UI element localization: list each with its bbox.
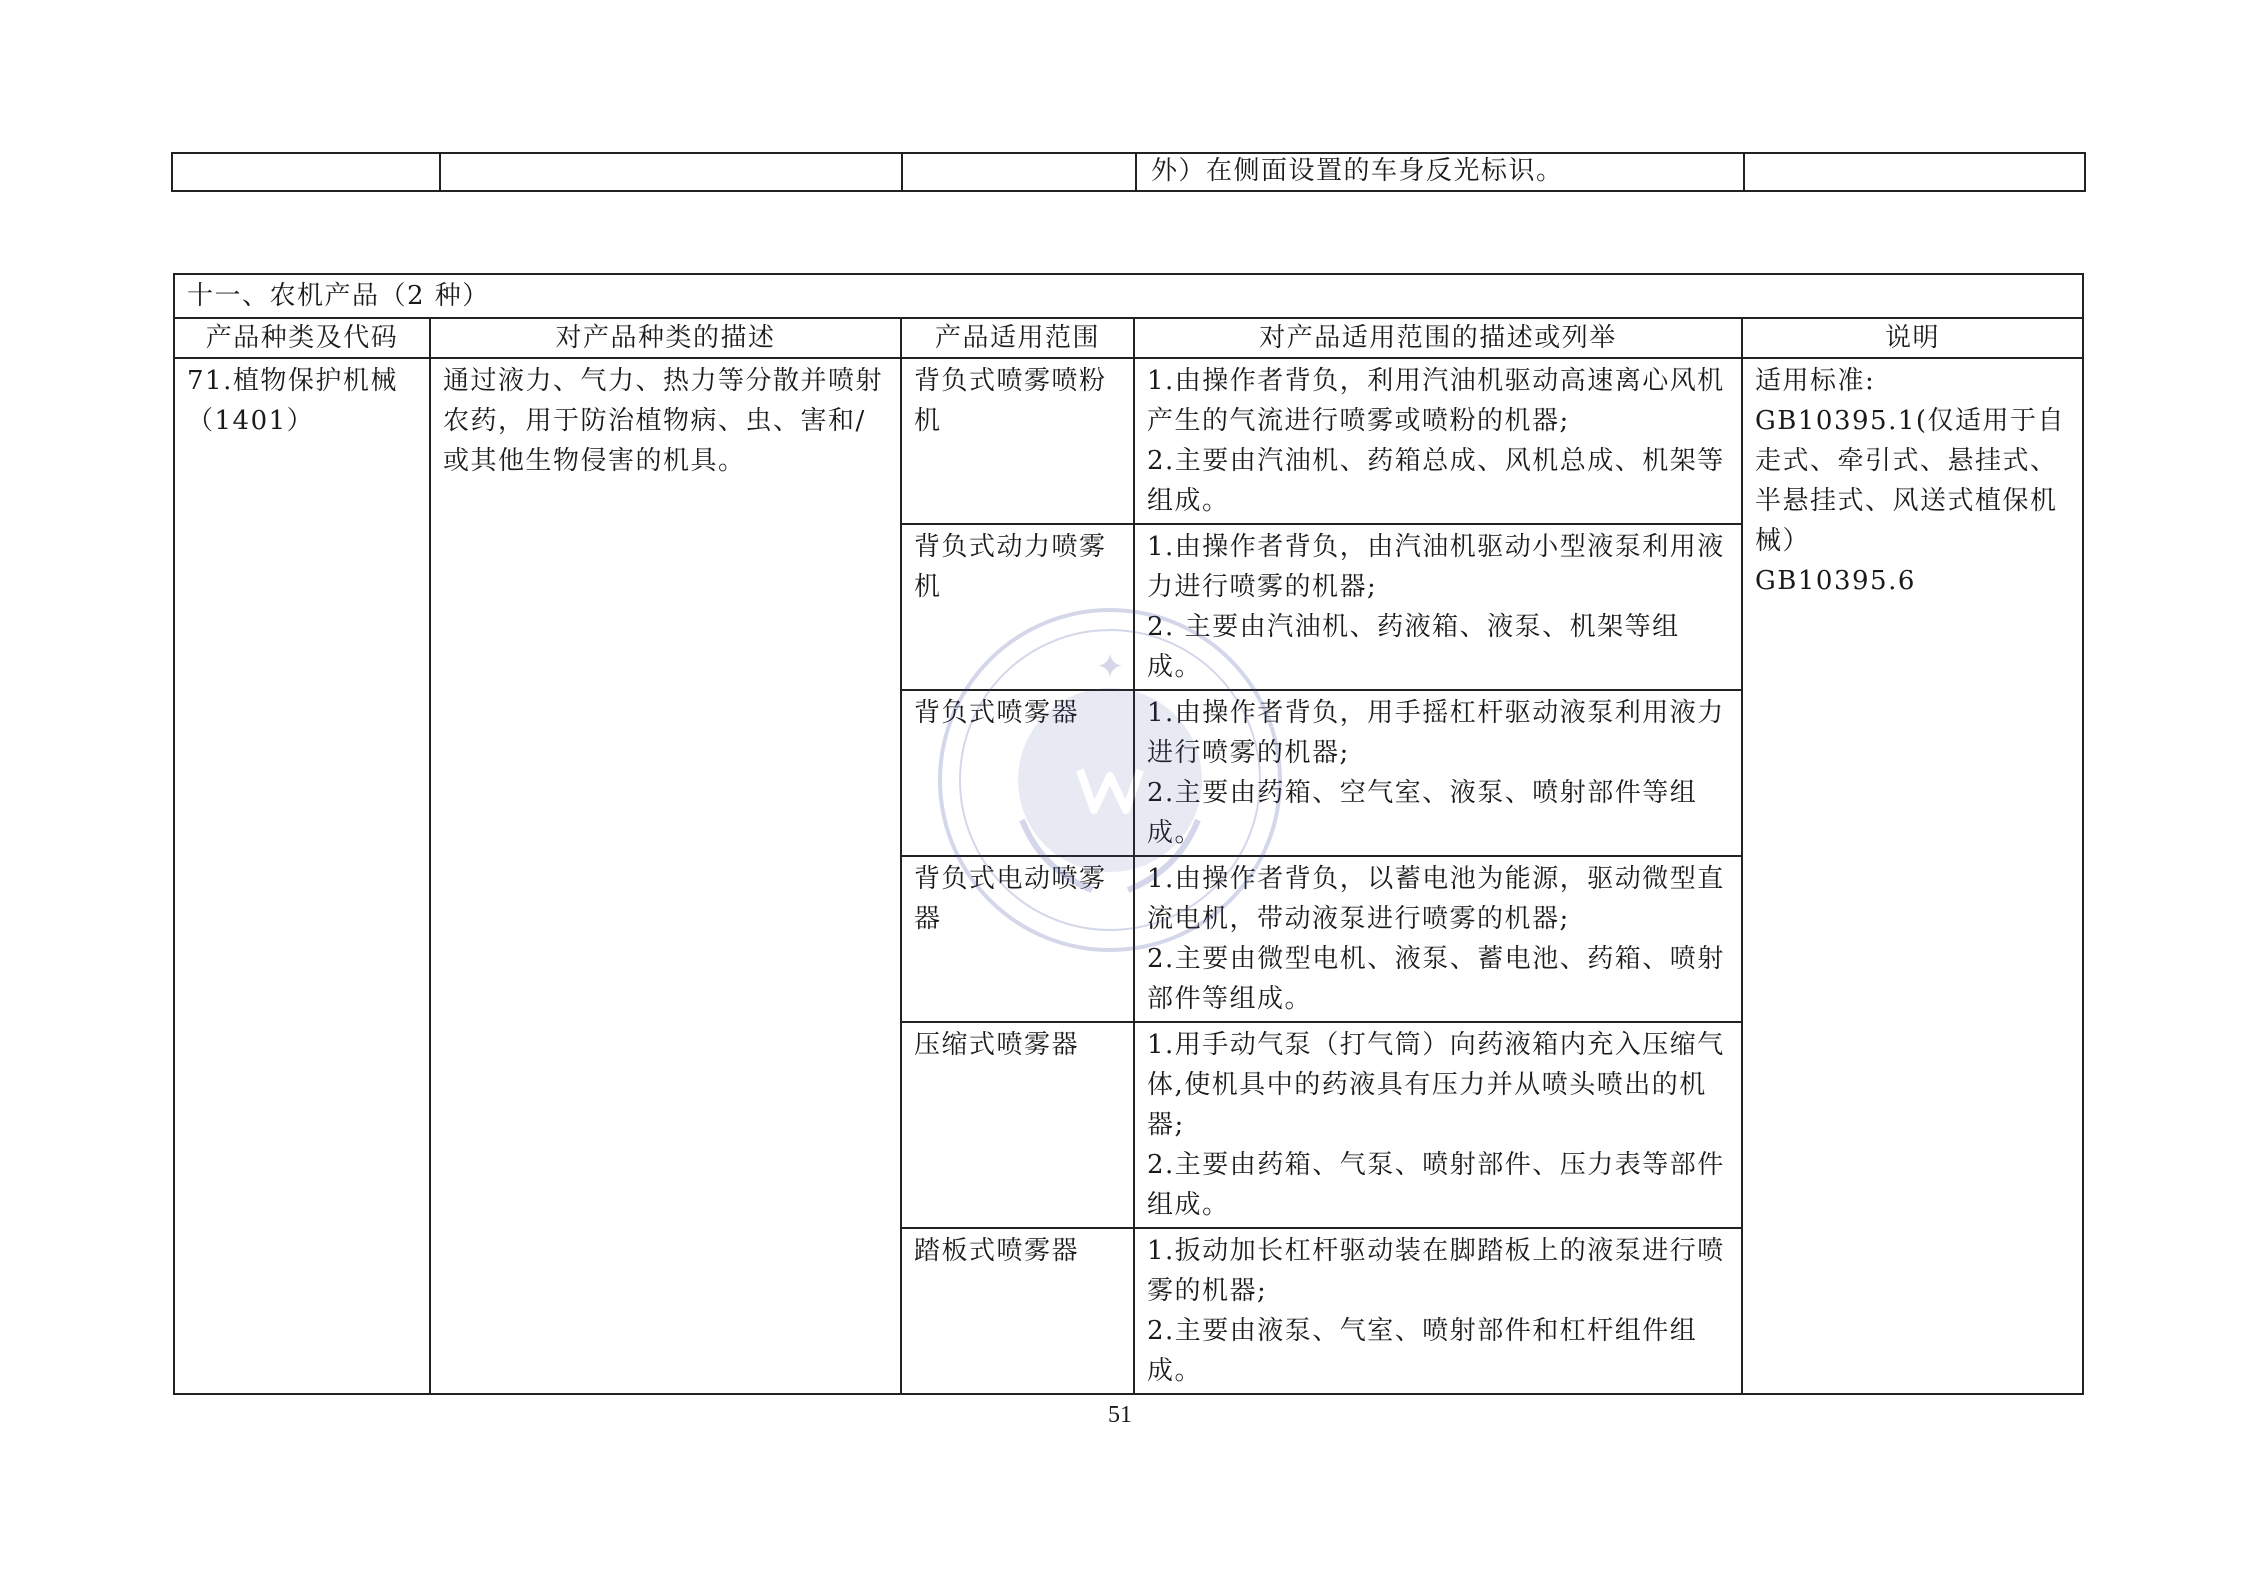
desc-line: 1.由操作者背负，以蓄电池为能源，驱动微型直流电机，带动液泵进行喷雾的机器; xyxy=(1147,864,1725,934)
header-product-type: 产品种类及代码 xyxy=(174,318,430,358)
scope-cell: 背负式电动喷雾器 xyxy=(901,856,1134,1022)
notes-cell xyxy=(1742,358,2083,1394)
scope-description xyxy=(1134,1022,1742,1228)
desc-line: 2.主要由汽油机、药箱总成、风机总成、机架等组成。 xyxy=(1147,446,1725,516)
agri-products-table xyxy=(173,273,2084,1395)
scope-cell: 背负式动力喷雾机 xyxy=(901,524,1134,690)
header-scope: 产品适用范围 xyxy=(901,318,1134,358)
table-row xyxy=(172,153,2085,191)
table-cell xyxy=(172,153,440,191)
header-notes: 说明 xyxy=(1742,318,2083,358)
desc-line: 2.主要由微型电机、液泵、蓄电池、药箱、喷射部件等组成。 xyxy=(1147,944,1725,1014)
svg-text:✦: ✦ xyxy=(1095,647,1125,687)
table-cell xyxy=(902,153,1136,191)
table-cell xyxy=(1744,153,2085,191)
header-scope-description: 对产品适用范围的描述或列举 xyxy=(1134,318,1742,358)
scope-description xyxy=(1134,856,1742,1022)
desc-line: 1.扳动加长杠杆驱动装在脚踏板上的液泵进行喷雾的机器; xyxy=(1147,1236,1725,1306)
desc-line: 2. 主要由汽油机、药液箱、液泵、机架等组成。 xyxy=(1147,612,1680,682)
section-title: 十一、农机产品（2 种） xyxy=(174,274,2083,318)
scope-description xyxy=(1134,690,1742,856)
note-line: GB10395.1(仅适用于自走式、牵引式、悬挂式、半悬挂式、风送式植保机械） xyxy=(1755,406,2066,556)
header-type-description: 对产品种类的描述 xyxy=(430,318,901,358)
continuation-text: 外）在侧面设置的车身反光标识。 xyxy=(1136,153,1744,191)
desc-line: 1.由操作者背负，由汽油机驱动小型液泵利用液力进行喷雾的机器; xyxy=(1147,532,1725,602)
header-row xyxy=(174,318,2083,358)
page-number: 51 xyxy=(1108,1402,1132,1428)
desc-line: 2.主要由药箱、空气室、液泵、喷射部件等组成。 xyxy=(1147,778,1698,848)
product-description: 通过液力、气力、热力等分散并喷射农药，用于防治植物病、虫、害和/或其他生物侵害的机具。 xyxy=(430,358,901,1394)
desc-line: 1.由操作者背负，利用汽油机驱动高速离心风机产生的气流进行喷雾或喷粉的机器; xyxy=(1147,366,1725,436)
desc-line: 2.主要由液泵、气室、喷射部件和杠杆组件组成。 xyxy=(1147,1316,1698,1386)
desc-line: 1.用手动气泵（打气筒）向药液箱内充入压缩气体,使机具中的药液具有压力并从喷头喷出的机器; xyxy=(1147,1030,1725,1140)
table-cell xyxy=(440,153,902,191)
table-row xyxy=(174,358,2083,524)
scope-description xyxy=(1134,358,1742,524)
note-line: 适用标准: xyxy=(1755,366,1876,396)
product-name: 71.植物保护机械（1401） xyxy=(174,358,430,1394)
scope-cell: 踏板式喷雾器 xyxy=(901,1228,1134,1394)
desc-line: 1.由操作者背负，用手摇杠杆驱动液泵利用液力进行喷雾的机器; xyxy=(1147,698,1725,768)
note-line: GB10395.6 xyxy=(1755,566,1916,596)
scope-cell: 压缩式喷雾器 xyxy=(901,1022,1134,1228)
scope-description xyxy=(1134,524,1742,690)
section-title-row xyxy=(174,274,2083,318)
continuation-table xyxy=(171,152,2086,192)
scope-cell: 背负式喷雾器 xyxy=(901,690,1134,856)
desc-line: 2.主要由药箱、气泵、喷射部件、压力表等部件组成。 xyxy=(1147,1150,1725,1220)
scope-description xyxy=(1134,1228,1742,1394)
scope-cell: 背负式喷雾喷粉机 xyxy=(901,358,1134,524)
